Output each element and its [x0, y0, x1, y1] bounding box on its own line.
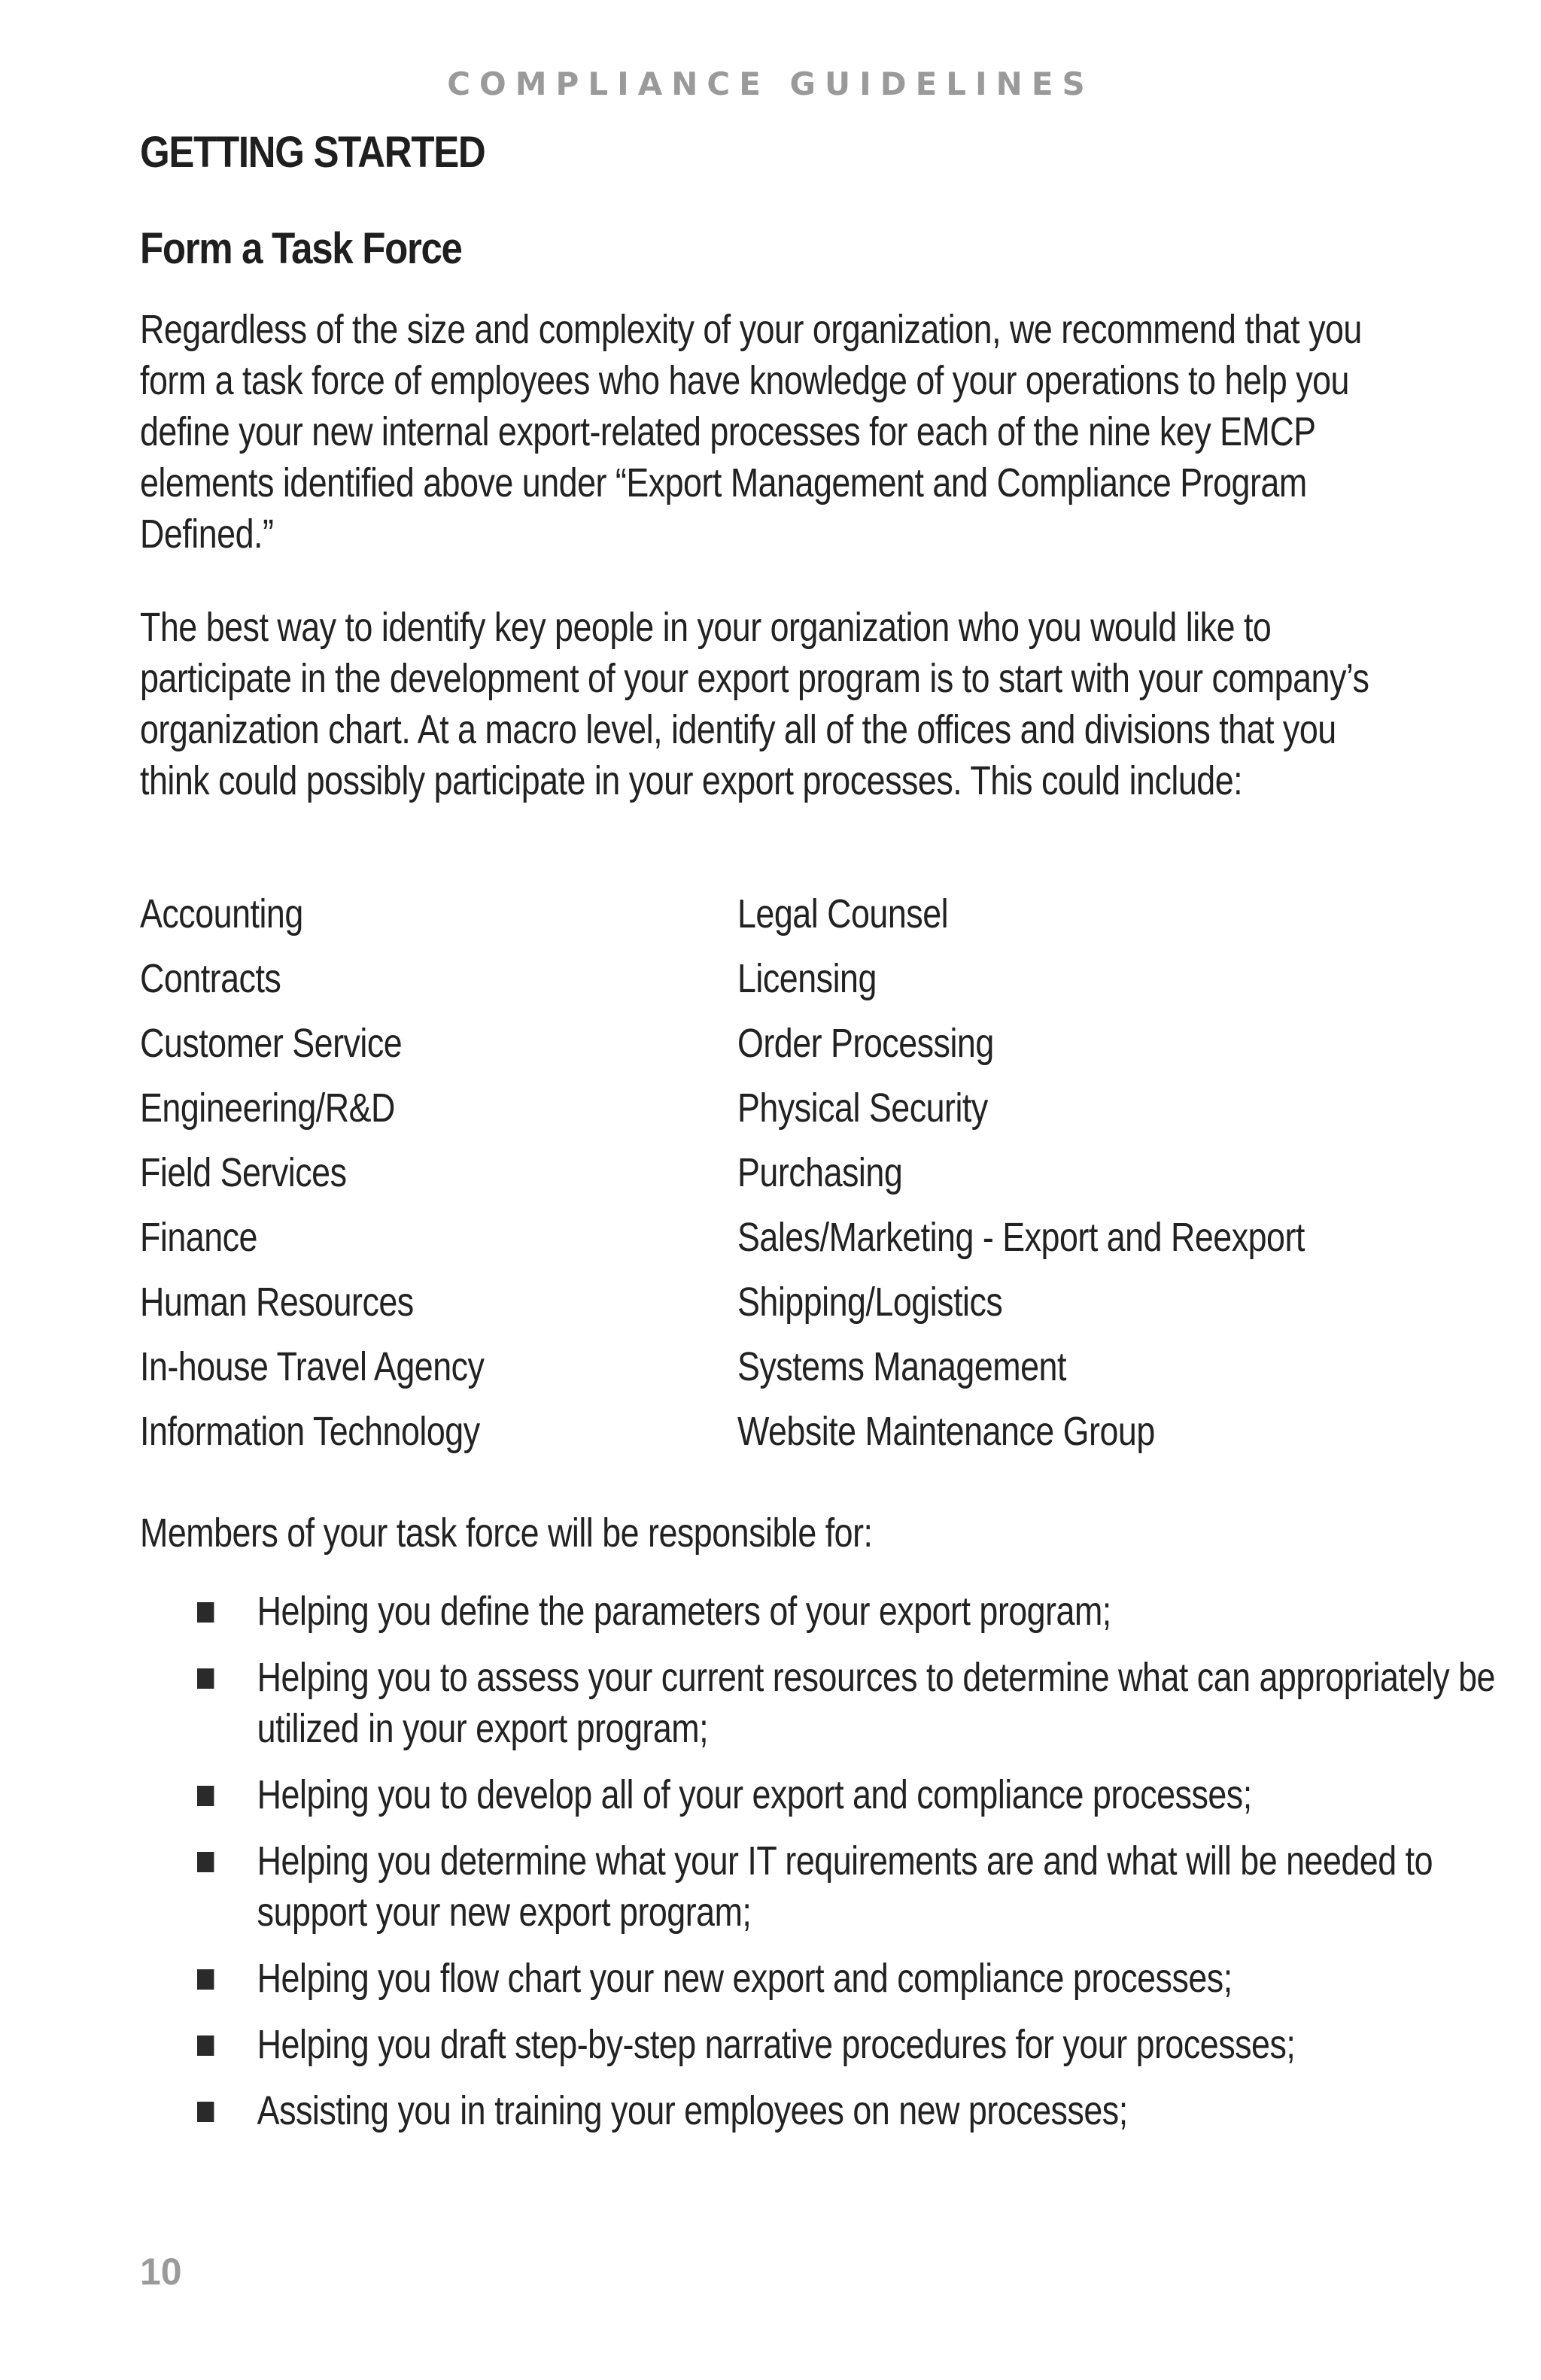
- square-bullet-icon: [197, 1969, 214, 1990]
- list-item-text: Helping you flow chart your new export and compliance processes;: [257, 1956, 1232, 2001]
- responsibilities-list: [197, 1586, 1496, 2151]
- list-item: [197, 1586, 1496, 1637]
- square-bullet-icon: [197, 1668, 214, 1689]
- list-item-text: Helping you to assess your current resources to determine what can appropriately be utilized in your export program;: [257, 1655, 1495, 1751]
- list-item: [197, 2085, 1496, 2136]
- org-chart-paragraph: The best way to identify key people in your organization who you would like to participate in the development of your export program is to start with your company’s organization chart. At a macro level, identify all of the offices and divisions that you think could possibly participate in your export processes. This could include:: [140, 605, 1369, 803]
- square-bullet-icon: [197, 2035, 214, 2056]
- list-item-text: Helping you define the parameters of your export program;: [257, 1589, 1111, 1634]
- department-item: Customer Service: [140, 1021, 403, 1066]
- department-item: Shipping/Logistics: [737, 1280, 1003, 1325]
- intro-paragraph: Regardless of the size and complexity of your organization, we recommend that you form a task force of employees who have knowledge of your operations to help you define your new internal export-related processes for each of the nine key EMCP elements identified above under “Export Management and Compliance Program Defined.”: [140, 307, 1362, 557]
- running-header: COMPLIANCE GUIDELINES: [447, 65, 1094, 102]
- square-bullet-icon: [197, 1602, 214, 1623]
- page-number: 10: [140, 2251, 182, 2293]
- department-list-right: [737, 882, 1305, 1464]
- department-item: Licensing: [737, 956, 877, 1001]
- square-bullet-icon: [197, 2102, 214, 2122]
- department-item: Finance: [140, 1215, 257, 1260]
- department-item: Field Services: [140, 1150, 347, 1195]
- department-item: Order Processing: [737, 1021, 994, 1066]
- department-item: Systems Management: [737, 1344, 1066, 1389]
- sub-heading: Form a Task Force: [140, 224, 462, 273]
- department-item: Physical Security: [737, 1085, 988, 1131]
- department-item: In-house Travel Agency: [140, 1344, 485, 1389]
- department-item: Purchasing: [737, 1150, 903, 1195]
- list-item-text: Helping you determine what your IT requirements are and what will be needed to support your new export program;: [257, 1838, 1433, 1935]
- department-list-left: [140, 882, 484, 1464]
- department-item: Website Maintenance Group: [737, 1409, 1155, 1454]
- square-bullet-icon: [197, 1852, 214, 1872]
- list-item: [197, 2019, 1496, 2070]
- department-item: Engineering/R&D: [140, 1085, 395, 1131]
- list-item-text: Assisting you in training your employees on new processes;: [257, 2088, 1128, 2133]
- list-item-text: Helping you to develop all of your export and compliance processes;: [257, 1772, 1252, 1817]
- department-item: Contracts: [140, 956, 281, 1001]
- list-item: [197, 1835, 1496, 1938]
- department-item: Information Technology: [140, 1409, 480, 1454]
- responsibilities-intro: Members of your task force will be responsible for:: [140, 1510, 873, 1556]
- department-item: Sales/Marketing - Export and Reexport: [737, 1215, 1305, 1260]
- list-item-text: Helping you draft step-by-step narrative procedures for your processes;: [257, 2022, 1296, 2067]
- department-item: Accounting: [140, 891, 303, 937]
- list-item: [197, 1769, 1496, 1820]
- list-item: [197, 1652, 1496, 1754]
- list-item: [197, 1953, 1496, 2004]
- section-heading: GETTING STARTED: [140, 128, 485, 177]
- department-item: Legal Counsel: [737, 891, 949, 937]
- department-item: Human Resources: [140, 1280, 414, 1325]
- square-bullet-icon: [197, 1786, 214, 1806]
